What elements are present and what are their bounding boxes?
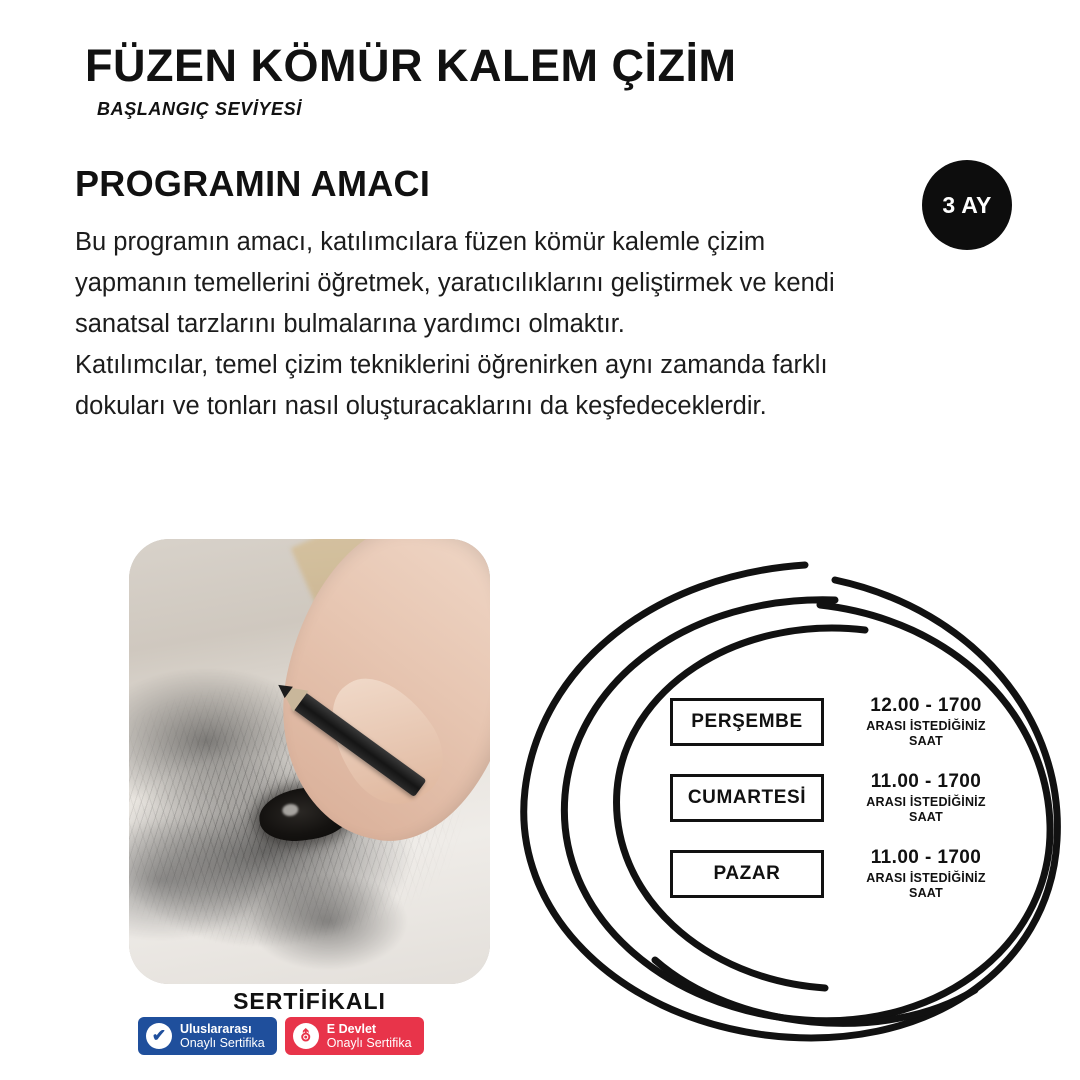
purpose-paragraph-2: Katılımcılar, temel çizim tekniklerini öğrenirken aynı zamanda farklı dokuları ve tonları nasıl oluşturacaklarını da keşfedeceklerdir.: [75, 351, 828, 420]
schedule-row: [670, 771, 1030, 825]
schedule-time-block: [846, 771, 1006, 825]
schedule-time: 11.00 - 1700: [870, 846, 982, 868]
certificate-badge-text: [327, 1022, 412, 1051]
schedule-list: [670, 695, 1030, 923]
edevlet-icon: ⛢: [293, 1023, 319, 1049]
page-title: FÜZEN KÖMÜR KALEM ÇİZİM: [85, 40, 737, 91]
certificate-badge-line2: Onaylı Sertifika: [180, 1036, 265, 1050]
schedule-note-line2: SAAT: [909, 885, 943, 900]
schedule-note: [846, 795, 1006, 825]
purpose-body: [75, 222, 835, 427]
check-icon: ✔: [146, 1023, 172, 1049]
schedule-note-line1: ARASI İSTEDİĞİNİZ: [866, 794, 986, 809]
certificate-badges: [138, 1017, 424, 1055]
schedule-note-line1: ARASI İSTEDİĞİNİZ: [866, 718, 986, 733]
duration-badge-label: 3 AY: [942, 191, 992, 218]
purpose-heading: PROGRAMIN AMACI: [75, 163, 431, 204]
schedule-time-block: [846, 847, 1006, 901]
schedule-row: [670, 847, 1030, 901]
schedule-note: [846, 719, 1006, 749]
course-photo: [129, 539, 490, 984]
schedule-row: [670, 695, 1030, 749]
purpose-paragraph-1: Bu programın amacı, katılımcılara füzen kömür kalemle çizim yapmanın temellerini öğretmek, yaratıcılıklarını geliştirmek ve kendi sanatsal tarzlarını bulmalarına yardımcı olmaktır.: [75, 228, 835, 338]
certificate-badge-text: [180, 1022, 265, 1051]
certificate-badge-line2: Onaylı Sertifika: [326, 1036, 412, 1050]
schedule-day: PERŞEMBE: [670, 698, 824, 746]
certificate-badge-line1: Uluslararası: [180, 1021, 252, 1036]
page-subtitle: BAŞLANGIÇ SEVİYESİ: [97, 99, 302, 119]
duration-badge: [922, 160, 1012, 250]
certificate-badge-international: [138, 1017, 277, 1055]
schedule-day: PAZAR: [670, 850, 824, 898]
schedule-note-line2: SAAT: [909, 733, 943, 748]
schedule-time-block: [846, 695, 1006, 749]
schedule-note-line2: SAAT: [909, 809, 943, 824]
schedule-note: [846, 871, 1006, 901]
certificate-badge-edevlet: [285, 1017, 424, 1055]
schedule-note-line1: ARASI İSTEDİĞİNİZ: [866, 870, 986, 885]
schedule-time: 11.00 - 1700: [870, 770, 982, 792]
schedule-time: 12.00 - 1700: [870, 695, 982, 716]
schedule-day: CUMARTESİ: [670, 774, 824, 822]
certificate-title: SERTİFİKALI: [233, 988, 386, 1014]
certificate-badge-line1: E Devlet: [326, 1021, 377, 1036]
